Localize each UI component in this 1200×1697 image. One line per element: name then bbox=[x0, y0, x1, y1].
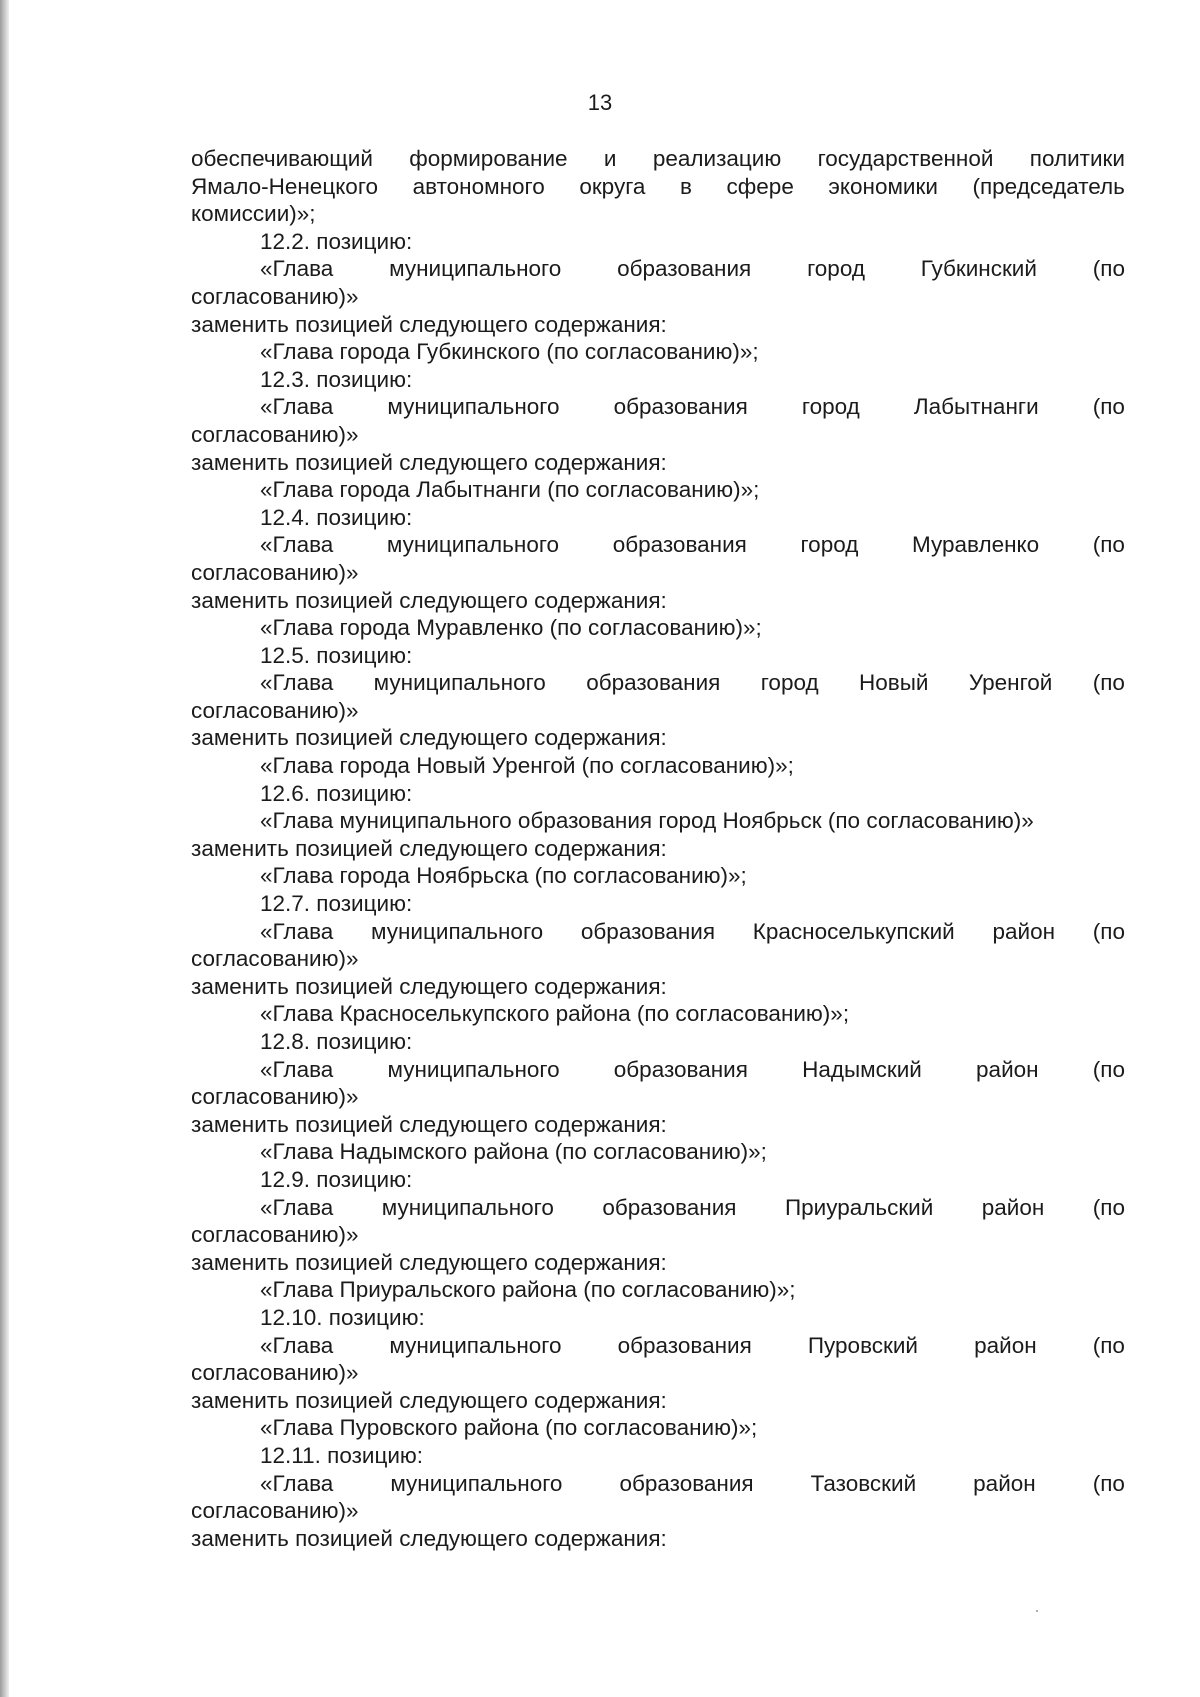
word: «Глава bbox=[260, 394, 334, 420]
word: «Глава bbox=[260, 256, 334, 282]
word: в bbox=[680, 173, 692, 199]
replace-instruction: заменить позицией следующего содержания: bbox=[191, 587, 667, 613]
word: образования bbox=[617, 256, 752, 282]
replace-instruction: заменить позицией следующего содержания: bbox=[191, 449, 667, 475]
word: автономного bbox=[412, 173, 545, 199]
word: район bbox=[973, 1470, 1036, 1496]
word: (по bbox=[1092, 1332, 1125, 1358]
word: образования bbox=[613, 394, 748, 420]
word: образования bbox=[617, 1332, 752, 1358]
old-position-line bbox=[260, 1470, 1125, 1498]
old-position-line bbox=[260, 393, 1125, 421]
replace-instruction: заменить позицией следующего содержания: bbox=[191, 1525, 667, 1551]
new-position-line: «Глава города Лабытнанги (по согласованию)»; bbox=[260, 477, 760, 503]
word: (председатель bbox=[972, 173, 1125, 199]
word: город bbox=[800, 532, 859, 558]
word: «Глава bbox=[260, 1332, 334, 1358]
item-number: 12.6. позицию: bbox=[260, 780, 413, 806]
item-number: 12.5. позицию: bbox=[260, 642, 413, 668]
replace-instruction: заменить позицией следующего содержания: bbox=[191, 1111, 667, 1137]
old-position-continuation: согласованию)» bbox=[191, 1360, 359, 1386]
word: (по bbox=[1092, 532, 1125, 558]
new-position-line: «Глава Пуровского района (по согласованию)»; bbox=[260, 1415, 758, 1441]
old-position-line bbox=[260, 669, 1125, 697]
word: обеспечивающий bbox=[191, 146, 373, 171]
scan-speck bbox=[1036, 1610, 1038, 1612]
word: образования bbox=[602, 1194, 737, 1220]
item-number: 12.2. позицию: bbox=[260, 228, 413, 254]
word: муниципального bbox=[386, 532, 560, 558]
word: (по bbox=[1092, 394, 1125, 420]
word: экономики bbox=[828, 173, 938, 199]
replace-instruction: заменить позицией следующего содержания: bbox=[191, 973, 667, 999]
word: государственной bbox=[817, 146, 994, 171]
old-position-continuation: согласованию)» bbox=[191, 1498, 359, 1524]
word: Ямало-Ненецкого bbox=[191, 173, 379, 199]
new-position-line: «Глава города Ноябрьска (по согласованию)»; bbox=[260, 863, 747, 889]
item-number: 12.8. позицию: bbox=[260, 1029, 413, 1054]
replace-instruction: заменить позицией следующего содержания: bbox=[191, 1249, 667, 1275]
new-position-line: «Глава города Муравленко (по согласованию)»; bbox=[260, 615, 762, 641]
page-number: 13 bbox=[587, 90, 613, 115]
word: муниципального bbox=[387, 394, 560, 420]
new-position-line: «Глава города Губкинского (по согласованию)»; bbox=[260, 339, 759, 365]
replace-instruction: заменить позицией следующего содержания: bbox=[191, 1387, 667, 1413]
old-position-line bbox=[260, 531, 1125, 559]
word: «Глава bbox=[260, 1056, 334, 1082]
word: «Глава bbox=[260, 1470, 334, 1496]
word: политики bbox=[1029, 146, 1125, 171]
item-number: 12.4. позицию: bbox=[260, 504, 413, 530]
word: Пуровский bbox=[807, 1332, 919, 1358]
word: образования bbox=[580, 918, 716, 944]
intro-line-2 bbox=[191, 173, 1125, 201]
word: город bbox=[807, 256, 865, 282]
word: (по bbox=[1092, 1194, 1125, 1220]
old-position-line: «Глава муниципального образования город Ноябрьск (по согласованию)» bbox=[260, 808, 1034, 834]
old-position-continuation: согласованию)» bbox=[191, 697, 359, 723]
word: район bbox=[974, 1332, 1037, 1358]
word: «Глава bbox=[260, 918, 334, 944]
old-position-continuation: согласованию)» bbox=[191, 946, 359, 972]
word: муниципального bbox=[389, 256, 562, 282]
word: муниципального bbox=[390, 1470, 563, 1496]
item-number: 12.7. позицию: bbox=[260, 891, 413, 917]
old-position-continuation: согласованию)» bbox=[191, 1084, 359, 1110]
word: и bbox=[603, 146, 617, 171]
word: «Глава bbox=[260, 532, 334, 558]
word: сфере bbox=[726, 173, 794, 199]
word: муниципального bbox=[373, 670, 546, 696]
word: реализацию bbox=[652, 146, 782, 171]
item-number: 12.3. позицию: bbox=[260, 366, 413, 392]
word: город bbox=[760, 670, 819, 696]
item-number: 12.10. позицию: bbox=[260, 1304, 425, 1330]
scan-edge-shadow bbox=[0, 0, 9, 1697]
word: (по bbox=[1092, 256, 1125, 282]
word: «Глава bbox=[260, 1194, 334, 1220]
word: «Глава bbox=[260, 670, 334, 696]
word: муниципального bbox=[381, 1194, 554, 1220]
word: образования bbox=[586, 670, 721, 696]
word: образования bbox=[613, 1056, 748, 1082]
word: муниципального bbox=[371, 918, 544, 944]
old-position-continuation: согласованию)» bbox=[191, 283, 359, 309]
replace-instruction: заменить позицией следующего содержания: bbox=[191, 725, 667, 751]
word: Приуральский bbox=[784, 1194, 934, 1220]
word: (по bbox=[1092, 1470, 1125, 1496]
replace-instruction: заменить позицией следующего содержания: bbox=[191, 311, 667, 337]
word: Красноселькупский bbox=[752, 918, 955, 944]
word: (по bbox=[1092, 1056, 1125, 1082]
word: округа bbox=[579, 173, 646, 199]
intro-line-1 bbox=[191, 145, 1125, 173]
item-number: 12.9. позицию: bbox=[260, 1166, 413, 1192]
word: район bbox=[976, 1056, 1039, 1082]
item-number: 12.11. позицию: bbox=[260, 1442, 424, 1468]
old-position-line bbox=[260, 255, 1125, 283]
word: (по bbox=[1092, 670, 1125, 696]
word: муниципального bbox=[389, 1332, 562, 1358]
word: Тазовский bbox=[810, 1470, 917, 1496]
word: Новый bbox=[858, 670, 929, 696]
word: город bbox=[801, 394, 860, 420]
word: Уренгой bbox=[968, 670, 1053, 696]
document-body bbox=[191, 145, 1125, 1552]
word: образования bbox=[612, 532, 747, 558]
new-position-line: «Глава Приуральского района (по согласованию)»; bbox=[260, 1277, 796, 1303]
new-position-line: «Глава Красноселькупского района (по согласованию)»; bbox=[260, 1001, 850, 1027]
word: Надымский bbox=[802, 1056, 922, 1082]
word: Муравленко bbox=[911, 532, 1040, 558]
word: формирование bbox=[409, 146, 568, 171]
old-position-continuation: согласованию)» bbox=[191, 1222, 359, 1248]
old-position-line bbox=[260, 1056, 1125, 1084]
word: (по bbox=[1092, 918, 1125, 944]
word: район bbox=[981, 1194, 1045, 1220]
old-position-line bbox=[260, 918, 1125, 946]
intro-line-3: комиссии)»; bbox=[191, 201, 316, 227]
word: образования bbox=[619, 1470, 754, 1496]
old-position-continuation: согласованию)» bbox=[191, 559, 359, 585]
new-position-line: «Глава города Новый Уренгой (по согласованию)»; bbox=[260, 753, 794, 779]
word: Губкинский bbox=[920, 256, 1037, 282]
old-position-continuation: согласованию)» bbox=[191, 421, 359, 447]
old-position-line bbox=[260, 1332, 1125, 1360]
word: район bbox=[992, 918, 1056, 944]
new-position-line: «Глава Надымского района (по согласованию)»; bbox=[260, 1139, 767, 1165]
replace-instruction: заменить позицией следующего содержания: bbox=[191, 835, 667, 861]
word: Лабытнанги bbox=[913, 394, 1039, 420]
word: муниципального bbox=[387, 1056, 560, 1082]
old-position-line bbox=[260, 1194, 1125, 1222]
